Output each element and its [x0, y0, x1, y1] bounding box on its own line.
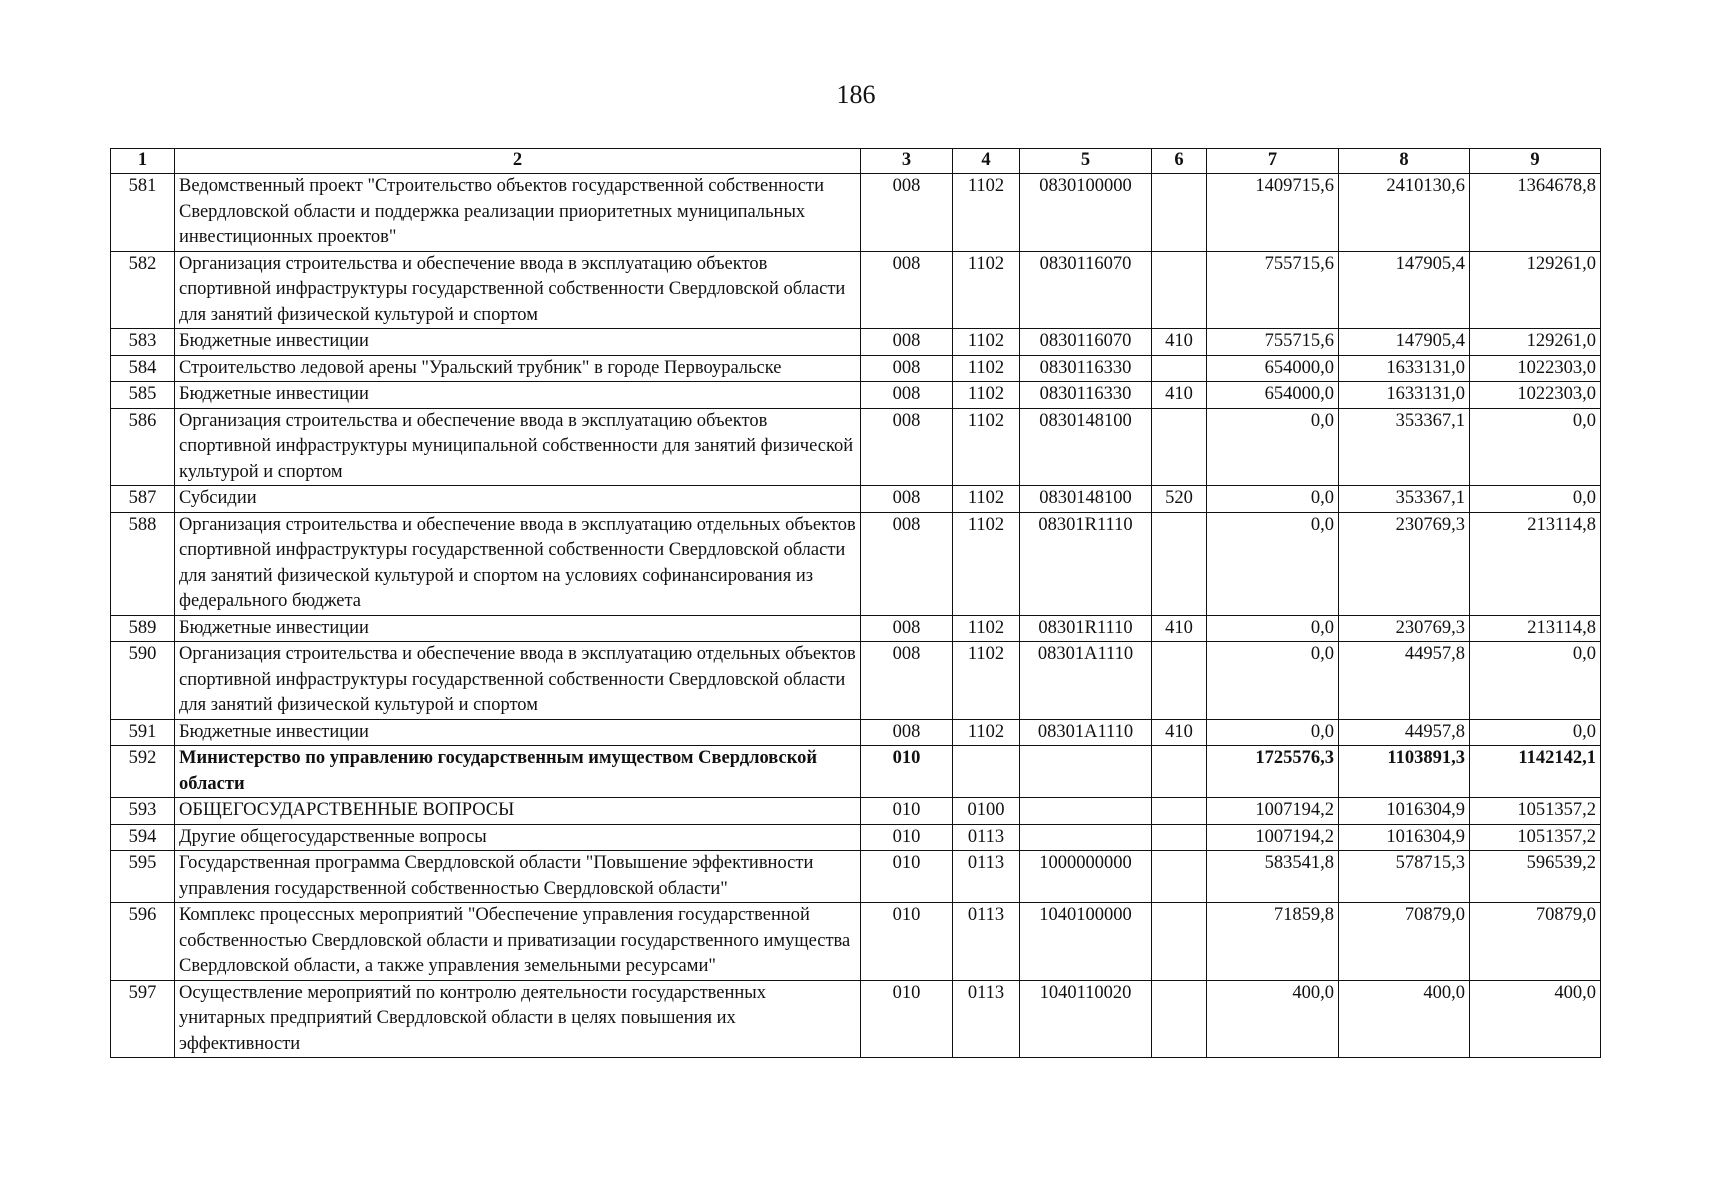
row-name: Государственная программа Свердловской области "Повышение эффективности управления государственной собственностью Свердловской области" — [175, 851, 861, 903]
expense-type-code: 410 — [1152, 382, 1207, 409]
amount-year-3: 596539,2 — [1470, 851, 1601, 903]
amount-year-3: 1051357,2 — [1470, 798, 1601, 825]
table-header-row — [111, 149, 1601, 174]
section-code: 1102 — [953, 408, 1020, 486]
expense-type-code — [1152, 746, 1207, 798]
table-row — [111, 329, 1601, 356]
section-code: 1102 — [953, 174, 1020, 252]
table-row — [111, 355, 1601, 382]
expense-type-code: 410 — [1152, 329, 1207, 356]
target-code: 0830116330 — [1020, 382, 1152, 409]
amount-year-1: 1007194,2 — [1207, 824, 1339, 851]
amount-year-2: 400,0 — [1339, 980, 1470, 1058]
row-name: Организация строительства и обеспечение ввода в эксплуатацию объектов спортивной инфраструктуры государственной собственности Свердловской области для занятий физической культурой и спортом — [175, 251, 861, 329]
row-name: Комплекс процессных мероприятий "Обеспечение управления государственной собственностью Свердловской области и приватизации государственного имущества Свердловской области, а также управления земельными ресурсами" — [175, 903, 861, 981]
ministry-code: 008 — [861, 486, 953, 513]
row-number: 594 — [111, 824, 175, 851]
amount-year-3: 129261,0 — [1470, 251, 1601, 329]
target-code: 0830116070 — [1020, 329, 1152, 356]
expense-type-code — [1152, 851, 1207, 903]
ministry-code: 008 — [861, 719, 953, 746]
amount-year-1: 71859,8 — [1207, 903, 1339, 981]
ministry-code: 010 — [861, 798, 953, 825]
ministry-code: 008 — [861, 174, 953, 252]
table-row — [111, 486, 1601, 513]
section-code: 1102 — [953, 382, 1020, 409]
target-code: 0830148100 — [1020, 408, 1152, 486]
amount-year-1: 0,0 — [1207, 486, 1339, 513]
row-name: Организация строительства и обеспечение ввода в эксплуатацию отдельных объектов спортивной инфраструктуры государственной собственности Свердловской области для занятий физической культурой и спортом на условиях софинансирования из федерального бюджета — [175, 512, 861, 615]
amount-year-3: 0,0 — [1470, 486, 1601, 513]
expense-type-code — [1152, 512, 1207, 615]
table-row — [111, 798, 1601, 825]
amount-year-1: 0,0 — [1207, 512, 1339, 615]
ministry-code: 010 — [861, 851, 953, 903]
amount-year-2: 353367,1 — [1339, 486, 1470, 513]
row-number: 586 — [111, 408, 175, 486]
row-name: Строительство ледовой арены "Уральский трубник" в городе Первоуральске — [175, 355, 861, 382]
table-row — [111, 642, 1601, 720]
expense-type-code — [1152, 408, 1207, 486]
ministry-code: 008 — [861, 615, 953, 642]
target-code: 0830100000 — [1020, 174, 1152, 252]
amount-year-3: 213114,8 — [1470, 512, 1601, 615]
row-number: 592 — [111, 746, 175, 798]
section-code: 1102 — [953, 251, 1020, 329]
amount-year-1: 0,0 — [1207, 408, 1339, 486]
amount-year-2: 1016304,9 — [1339, 798, 1470, 825]
expense-type-code — [1152, 355, 1207, 382]
amount-year-3: 0,0 — [1470, 642, 1601, 720]
expense-type-code — [1152, 824, 1207, 851]
amount-year-3: 213114,8 — [1470, 615, 1601, 642]
amount-year-2: 44957,8 — [1339, 719, 1470, 746]
table-row — [111, 174, 1601, 252]
table-row — [111, 980, 1601, 1058]
amount-year-2: 230769,3 — [1339, 615, 1470, 642]
column-header: 4 — [953, 149, 1020, 174]
budget-table — [110, 148, 1601, 1058]
section-code: 0113 — [953, 980, 1020, 1058]
section-code: 1102 — [953, 719, 1020, 746]
amount-year-1: 583541,8 — [1207, 851, 1339, 903]
page-number: 186 — [836, 80, 876, 109]
ministry-code: 008 — [861, 408, 953, 486]
column-header: 8 — [1339, 149, 1470, 174]
target-code: 08301R1110 — [1020, 615, 1152, 642]
ministry-code: 008 — [861, 251, 953, 329]
amount-year-2: 70879,0 — [1339, 903, 1470, 981]
expense-type-code — [1152, 903, 1207, 981]
expense-type-code — [1152, 642, 1207, 720]
column-header: 2 — [175, 149, 861, 174]
amount-year-1: 1725576,3 — [1207, 746, 1339, 798]
section-code: 1102 — [953, 355, 1020, 382]
target-code: 1000000000 — [1020, 851, 1152, 903]
section-code: 0113 — [953, 824, 1020, 851]
amount-year-3: 70879,0 — [1470, 903, 1601, 981]
row-name: Бюджетные инвестиции — [175, 719, 861, 746]
row-name: Бюджетные инвестиции — [175, 382, 861, 409]
row-number: 596 — [111, 903, 175, 981]
target-code: 08301A1110 — [1020, 642, 1152, 720]
row-number: 595 — [111, 851, 175, 903]
target-code — [1020, 824, 1152, 851]
row-name: Бюджетные инвестиции — [175, 329, 861, 356]
target-code: 08301A1110 — [1020, 719, 1152, 746]
amount-year-2: 2410130,6 — [1339, 174, 1470, 252]
expense-type-code — [1152, 798, 1207, 825]
target-code: 1040100000 — [1020, 903, 1152, 981]
table-row — [111, 251, 1601, 329]
row-number: 589 — [111, 615, 175, 642]
row-number: 588 — [111, 512, 175, 615]
row-name: Субсидии — [175, 486, 861, 513]
ministry-code: 010 — [861, 746, 953, 798]
table-row — [111, 512, 1601, 615]
table-row — [111, 824, 1601, 851]
amount-year-2: 1103891,3 — [1339, 746, 1470, 798]
amount-year-1: 0,0 — [1207, 615, 1339, 642]
row-number: 590 — [111, 642, 175, 720]
table-row — [111, 382, 1601, 409]
row-name: Министерство по управлению государственным имуществом Свердловской области — [175, 746, 861, 798]
row-number: 581 — [111, 174, 175, 252]
column-header: 7 — [1207, 149, 1339, 174]
amount-year-2: 1633131,0 — [1339, 355, 1470, 382]
row-number: 582 — [111, 251, 175, 329]
ministry-code: 008 — [861, 329, 953, 356]
amount-year-2: 147905,4 — [1339, 251, 1470, 329]
amount-year-1: 1007194,2 — [1207, 798, 1339, 825]
amount-year-3: 1022303,0 — [1470, 355, 1601, 382]
row-number: 591 — [111, 719, 175, 746]
section-code: 1102 — [953, 615, 1020, 642]
section-code — [953, 746, 1020, 798]
table-row — [111, 408, 1601, 486]
amount-year-3: 1364678,8 — [1470, 174, 1601, 252]
expense-type-code — [1152, 251, 1207, 329]
amount-year-2: 353367,1 — [1339, 408, 1470, 486]
expense-type-code: 520 — [1152, 486, 1207, 513]
amount-year-2: 44957,8 — [1339, 642, 1470, 720]
amount-year-3: 129261,0 — [1470, 329, 1601, 356]
column-header: 6 — [1152, 149, 1207, 174]
row-number: 597 — [111, 980, 175, 1058]
column-header: 5 — [1020, 149, 1152, 174]
amount-year-1: 654000,0 — [1207, 355, 1339, 382]
column-header: 3 — [861, 149, 953, 174]
target-code: 1040110020 — [1020, 980, 1152, 1058]
target-code: 0830148100 — [1020, 486, 1152, 513]
amount-year-1: 654000,0 — [1207, 382, 1339, 409]
row-number: 587 — [111, 486, 175, 513]
amount-year-1: 0,0 — [1207, 642, 1339, 720]
row-name: Организация строительства и обеспечение ввода в эксплуатацию объектов спортивной инфраструктуры муниципальной собственности для занятий физической культурой и спортом — [175, 408, 861, 486]
ministry-code: 008 — [861, 512, 953, 615]
row-number: 584 — [111, 355, 175, 382]
amount-year-2: 578715,3 — [1339, 851, 1470, 903]
amount-year-1: 400,0 — [1207, 980, 1339, 1058]
ministry-code: 010 — [861, 980, 953, 1058]
amount-year-3: 1022303,0 — [1470, 382, 1601, 409]
target-code — [1020, 798, 1152, 825]
section-code: 0113 — [953, 851, 1020, 903]
amount-year-3: 1051357,2 — [1470, 824, 1601, 851]
section-code: 1102 — [953, 486, 1020, 513]
amount-year-3: 400,0 — [1470, 980, 1601, 1058]
amount-year-1: 755715,6 — [1207, 251, 1339, 329]
column-header: 9 — [1470, 149, 1601, 174]
amount-year-1: 0,0 — [1207, 719, 1339, 746]
amount-year-2: 1633131,0 — [1339, 382, 1470, 409]
amount-year-2: 147905,4 — [1339, 329, 1470, 356]
expense-type-code: 410 — [1152, 615, 1207, 642]
section-code: 1102 — [953, 642, 1020, 720]
row-name: Ведомственный проект "Строительство объектов государственной собственности Свердловской области и поддержка реализации приоритетных муниципальных инвестиционных проектов" — [175, 174, 861, 252]
row-number: 593 — [111, 798, 175, 825]
ministry-code: 008 — [861, 355, 953, 382]
ministry-code: 010 — [861, 824, 953, 851]
amount-year-1: 1409715,6 — [1207, 174, 1339, 252]
expense-type-code — [1152, 980, 1207, 1058]
table-row — [111, 746, 1601, 798]
amount-year-3: 0,0 — [1470, 408, 1601, 486]
amount-year-3: 1142142,1 — [1470, 746, 1601, 798]
target-code — [1020, 746, 1152, 798]
table-row — [111, 903, 1601, 981]
expense-type-code — [1152, 174, 1207, 252]
target-code: 0830116070 — [1020, 251, 1152, 329]
target-code: 0830116330 — [1020, 355, 1152, 382]
amount-year-2: 230769,3 — [1339, 512, 1470, 615]
ministry-code: 008 — [861, 642, 953, 720]
row-name: Организация строительства и обеспечение ввода в эксплуатацию отдельных объектов спортивной инфраструктуры государственной собственности Свердловской области для занятий физической культурой и спортом — [175, 642, 861, 720]
amount-year-2: 1016304,9 — [1339, 824, 1470, 851]
row-name: ОБЩЕГОСУДАРСТВЕННЫЕ ВОПРОСЫ — [175, 798, 861, 825]
section-code: 0113 — [953, 903, 1020, 981]
table-body — [111, 174, 1601, 1058]
table-row — [111, 719, 1601, 746]
section-code: 0100 — [953, 798, 1020, 825]
section-code: 1102 — [953, 512, 1020, 615]
section-code: 1102 — [953, 329, 1020, 356]
table-row — [111, 851, 1601, 903]
amount-year-1: 755715,6 — [1207, 329, 1339, 356]
table-row — [111, 615, 1601, 642]
row-name: Другие общегосударственные вопросы — [175, 824, 861, 851]
target-code: 08301R1110 — [1020, 512, 1152, 615]
column-header: 1 — [111, 149, 175, 174]
expense-type-code: 410 — [1152, 719, 1207, 746]
ministry-code: 010 — [861, 903, 953, 981]
row-number: 583 — [111, 329, 175, 356]
row-name: Осуществление мероприятий по контролю деятельности государственных унитарных предприятий Свердловской области в целях повышения их эффективности — [175, 980, 861, 1058]
ministry-code: 008 — [861, 382, 953, 409]
row-name: Бюджетные инвестиции — [175, 615, 861, 642]
amount-year-3: 0,0 — [1470, 719, 1601, 746]
row-number: 585 — [111, 382, 175, 409]
